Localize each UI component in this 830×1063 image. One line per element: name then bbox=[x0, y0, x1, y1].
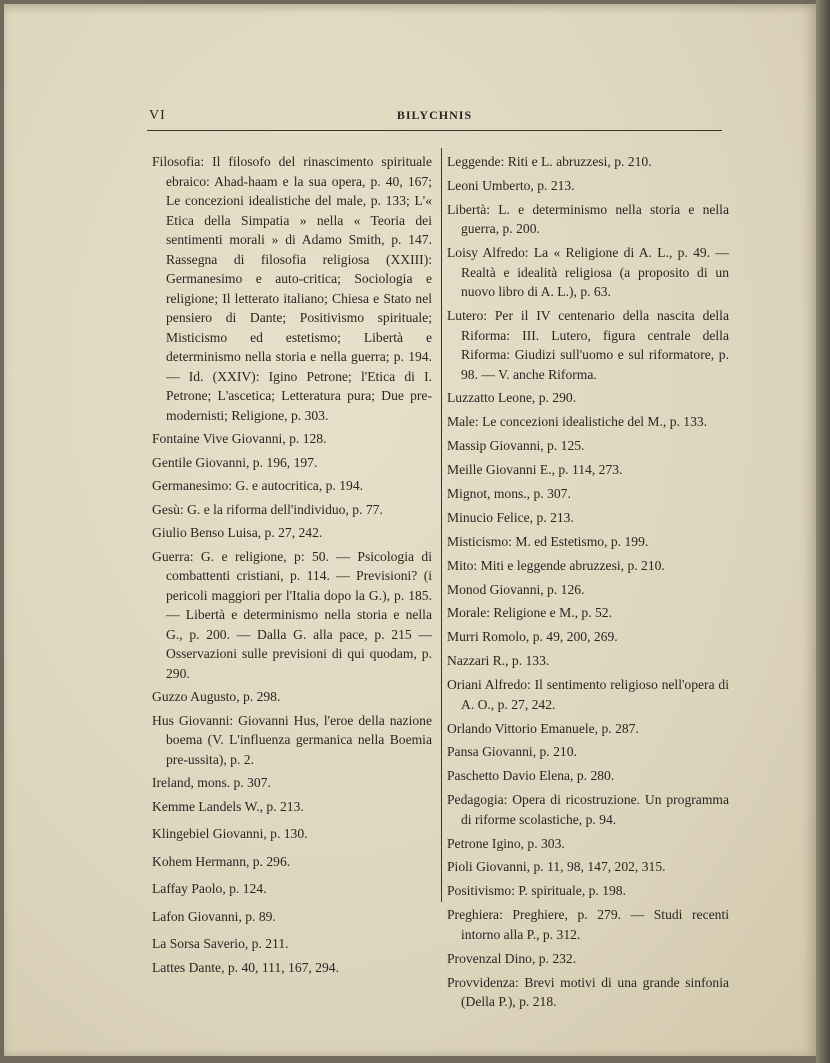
index-entry: Guzzo Augusto, p. 298. bbox=[152, 689, 281, 704]
index-entry: Oriani Alfredo: Il sentimento religioso nell'opera di A. O., p. 27, 242. bbox=[447, 677, 729, 712]
index-entry: Mito: Miti e leggende abruzzesi, p. 210. bbox=[447, 557, 665, 573]
index-entry: Hus Giovanni: Giovanni Hus, l'eroe della nazione boema (V. L'influenza germanica nella Boemia pre-ussita), p. 2. bbox=[152, 712, 432, 767]
index-entry: Loisy Alfredo: La « Religione di A. L., p. 49. — Realtà e idealità religiosa (a proposito di un nuovo libro di A. L.), p. 63. bbox=[447, 245, 729, 300]
index-entry: Gesù: G. e la riforma dell'individuo, p. 77. bbox=[152, 501, 383, 517]
index-entry: Germanesimo: G. e autocritica, p. 194. bbox=[152, 478, 364, 493]
index-entry: Pioli Giovanni, p. 11, 98, 147, 202, 315. bbox=[447, 859, 666, 875]
index-entry: Murri Romolo, p. 49, 200, 269. bbox=[447, 629, 618, 645]
index-entry: La Sorsa Saverio, p. 211. bbox=[152, 936, 289, 951]
index-entry: Fontaine Vive Giovanni, p. 128. bbox=[152, 431, 327, 446]
index-entry: Misticismo: M. ed Estetismo, p. 199. bbox=[447, 533, 649, 549]
index-entry: Positivismo: P. spirituale, p. 198. bbox=[447, 883, 627, 899]
index-entry: Nazzari R., p. 133. bbox=[447, 653, 550, 669]
index-entry: Luzzatto Leone, p. 290. bbox=[447, 390, 577, 406]
index-entry: Morale: Religione e M., p. 52. bbox=[447, 605, 612, 621]
index-entry: Guerra: G. e religione, p: 50. — Psicologia di combattenti cristiani, p. 114. — Previsioni? (i pericoli maggiori per l'Italia dopo la G.), p. 185. — Libertà e determinismo nella storia e nella G., p. 200. — Dalla G. alla pace, p. 215 — Osservazioni sulle previsioni di qui quodam, p. 290. bbox=[152, 548, 432, 681]
index-entry: Laffay Paolo, p. 124. bbox=[152, 881, 267, 896]
index-entry: Meille Giovanni E., p. 114, 273. bbox=[447, 462, 623, 478]
index-entry: Preghiera: Preghiere, p. 279. — Studi recenti intorno alla P., p. 312. bbox=[447, 907, 729, 942]
index-entry: Lutero: Per il IV centenario della nascita della Riforma: III. Lutero, figura centrale della Riforma: Giudizi sull'uomo e sul riformatore, p. 98. — V. anche Riforma. bbox=[447, 308, 729, 382]
index-entry: Kohem Hermann, p. 296. bbox=[152, 853, 291, 869]
index-entry: Mignot, mons., p. 307. bbox=[447, 486, 571, 502]
index-entry: Gentile Giovanni, p. 196, 197. bbox=[152, 454, 318, 470]
index-entry: Paschetto Davio Elena, p. 280. bbox=[447, 768, 615, 784]
column-divider bbox=[441, 148, 442, 902]
index-entry: Kemme Landels W., p. 213. bbox=[152, 798, 304, 814]
index-entry: Filosofia: Il filosofo del rinascimento spirituale ebraico: Ahad-haam e la sua opera, p. 40, 167; Le concezioni idealistiche del male, p. 133; L'« Etica della Simpatia » nella « Teoria dei sentimenti morali » di Adamo Smith, p. 147. Rassegna di filosofia religiosa (XXIII): Germanesimo e auto-critica; Sociologia e religione; Il letterato italiano; Chiesa e Stato nel pensiero di Dante; Positivismo spirituale; Misticismo ed estetismo; Libertà e determinismo nella storia e nella guerra; p. 194. — Id. (XXIV): Igino Petrone; l'Etica di I. Petrone; L'ascetica; Letteratura pura; Due pre-modernisti; Religione, p. 303. bbox=[152, 154, 432, 423]
index-entry: Male: Le concezioni idealistiche del M., p. 133. bbox=[447, 414, 708, 430]
index-entry: Leggende: Riti e L. abruzzesi, p. 210. bbox=[447, 154, 652, 169]
page-header bbox=[147, 108, 722, 131]
index-entry: Provvidenza: Brevi motivi di una grande sinfonia (Della P.), p. 218. bbox=[447, 974, 729, 1010]
index-entry: Monod Giovanni, p. 126. bbox=[447, 581, 585, 597]
index-entry: Minucio Felice, p. 213. bbox=[447, 509, 574, 525]
index-entry: Massip Giovanni, p. 125. bbox=[447, 438, 585, 454]
right-column bbox=[447, 152, 729, 1016]
index-entry: Pedagogia: Opera di ricostruzione. Un programma di riforme scolastiche, p. 94. bbox=[447, 792, 729, 827]
book-edge bbox=[816, 0, 830, 1063]
index-entry: Lattes Dante, p. 40, 111, 167, 294. bbox=[152, 959, 340, 975]
index-entry: Pansa Giovanni, p. 210. bbox=[447, 744, 577, 760]
index-entry: Klingebiel Giovanni, p. 130. bbox=[152, 826, 308, 841]
index-entry: Leoni Umberto, p. 213. bbox=[447, 177, 575, 193]
index-entry: Ireland, mons. p. 307. bbox=[152, 775, 271, 790]
left-column bbox=[152, 152, 432, 981]
page-number: VI bbox=[149, 108, 166, 123]
index-entry: Petrone Igino, p. 303. bbox=[447, 835, 565, 851]
running-title: BILYCHNIS bbox=[396, 108, 473, 122]
index-entry: Orlando Vittorio Emanuele, p. 287. bbox=[447, 720, 639, 736]
index-entry: Libertà: L. e determinismo nella storia e nella guerra, p. 200. bbox=[447, 201, 729, 237]
index-entry: Lafon Giovanni, p. 89. bbox=[152, 908, 276, 924]
index-entry: Provenzal Dino, p. 232. bbox=[447, 950, 577, 966]
index-entry: Giulio Benso Luisa, p. 27, 242. bbox=[152, 525, 323, 540]
